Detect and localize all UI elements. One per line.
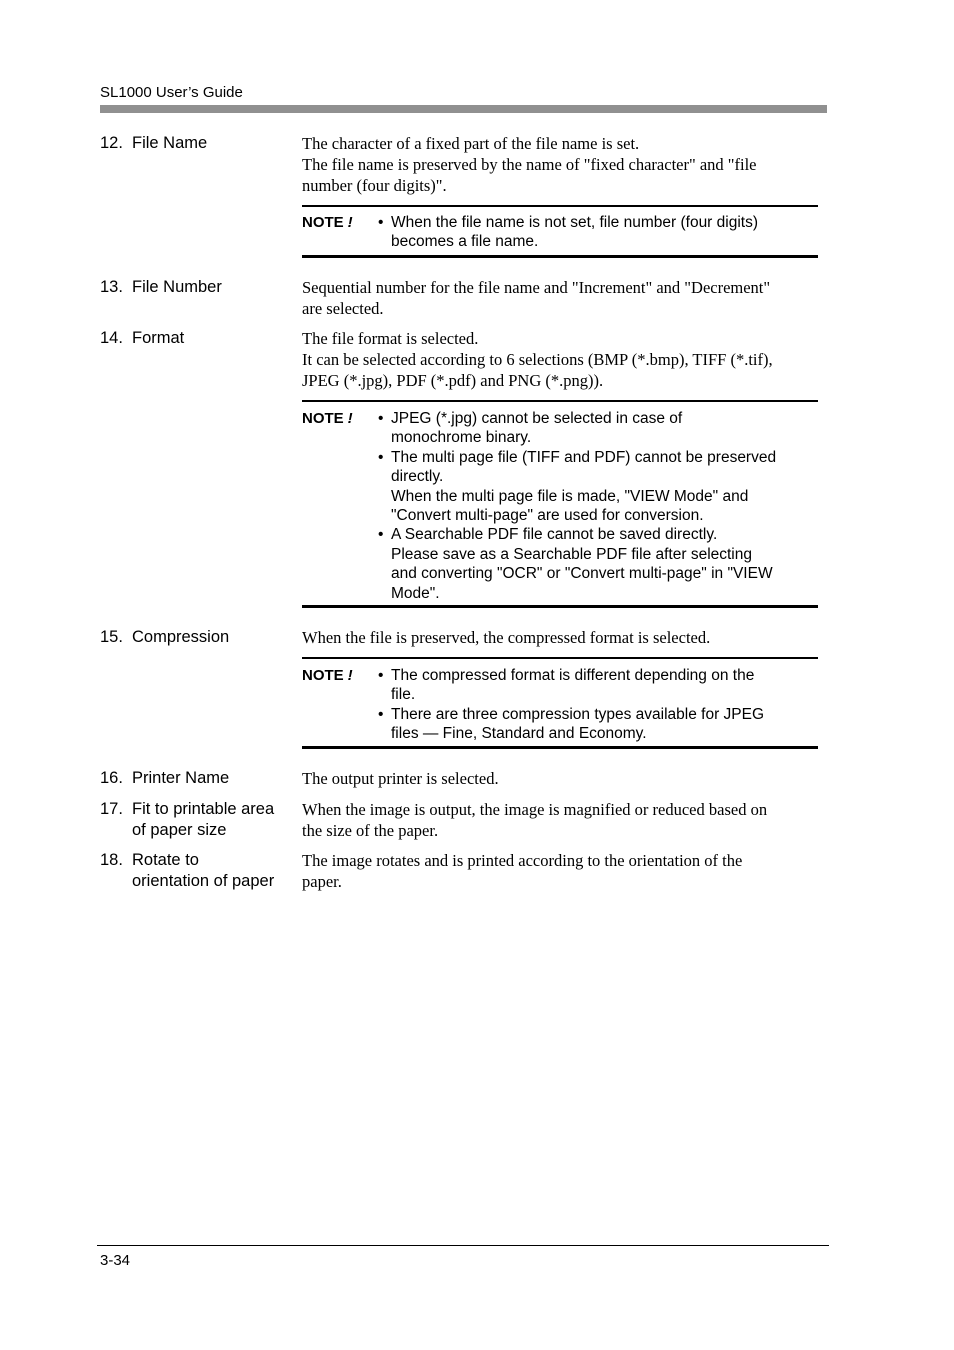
item-label (100, 627, 290, 648)
item-title: Compression (132, 628, 230, 646)
item-label (100, 328, 290, 349)
item-title: Fit to printable area of paper size (132, 800, 275, 839)
item-number: 12. (100, 134, 123, 152)
note-label: NOTE ! (302, 667, 353, 684)
note-item: • When the file name is not set, file number (four digits) becomes a file name. (378, 214, 758, 251)
description-line: number (four digits)". (302, 176, 447, 195)
item-label (100, 850, 290, 892)
item-description (302, 627, 817, 648)
item-description (302, 768, 817, 789)
description-line: The file name is preserved by the name of "fixed character" and "file (302, 155, 757, 174)
note-list (378, 409, 818, 603)
description-line: JPEG (*.jpg), PDF (*.pdf) and PNG (*.png)). (302, 371, 604, 390)
item-title: Format (132, 329, 185, 347)
note-list (378, 213, 818, 252)
note-label: NOTE ! (302, 214, 353, 231)
bullet-icon: • (378, 526, 384, 544)
item-number: 13. (100, 278, 123, 296)
item-number: 17. (100, 800, 123, 818)
item-description (302, 328, 817, 391)
item-description (302, 277, 817, 319)
note-box-format (302, 400, 818, 608)
item-title: File Name (132, 134, 208, 152)
item-number: 14. (100, 329, 123, 347)
note-item: • The multi page file (TIFF and PDF) cannot be preserved directly. When the multi page file is made, "VIEW Mode" and "Convert multi-page" are used for conversion. (378, 448, 777, 525)
note-box-compression (302, 657, 818, 749)
bullet-icon: • (378, 410, 384, 427)
item-title: File Number (132, 278, 222, 296)
bullet-icon: • (378, 705, 384, 723)
item-label (100, 277, 290, 298)
note-item: • There are three compression types available for JPEG files — Fine, Standard and Economy. (378, 705, 765, 743)
item-title: Rotate to orientation of paper (132, 851, 275, 890)
item-number: 18. (100, 851, 123, 869)
note-list (378, 666, 818, 744)
description-line: It can be selected according to 6 selections (BMP (*.bmp), TIFF (*.tif), (302, 350, 773, 369)
note-item: • The compressed format is different depending on the file. (378, 667, 755, 704)
description-line: The image rotates and is printed according to the orientation of the (302, 851, 743, 870)
description-line: Sequential number for the file name and "Increment" and "Decrement" (302, 278, 771, 297)
description-line: The output printer is selected. (302, 769, 499, 788)
item-description (302, 799, 817, 841)
bullet-icon: • (378, 448, 384, 466)
note-item: • A Searchable PDF file cannot be saved directly. Please save as a Searchable PDF file after selecting and converting "OCR" or "Convert multi-page" in "VIEW Mode". (378, 526, 773, 602)
header-bar (100, 105, 827, 113)
item-number: 16. (100, 769, 123, 787)
item-label (100, 133, 290, 154)
page-header-title: SL1000 User’s Guide (100, 84, 243, 101)
item-description (302, 850, 817, 892)
footer-rule (97, 1245, 829, 1246)
item-number: 15. (100, 628, 123, 646)
note-item: • JPEG (*.jpg) cannot be selected in case of monochrome binary. (378, 410, 683, 447)
bullet-icon: • (378, 214, 384, 231)
item-label (100, 768, 290, 789)
item-label (100, 799, 290, 841)
bullet-icon: • (378, 667, 384, 684)
description-line: When the file is preserved, the compressed format is selected. (302, 628, 711, 647)
item-title: Printer Name (132, 769, 230, 787)
page-number: 3-34 (100, 1252, 131, 1269)
description-line: paper. (302, 872, 342, 891)
description-line: are selected. (302, 299, 384, 318)
note-label: NOTE ! (302, 410, 353, 427)
description-line: The file format is selected. (302, 329, 479, 348)
description-line: The character of a fixed part of the file name is set. (302, 134, 640, 153)
item-description (302, 133, 817, 196)
description-line: the size of the paper. (302, 821, 439, 840)
note-box-file-name (302, 205, 818, 258)
description-line: When the image is output, the image is magnified or reduced based on (302, 800, 768, 819)
